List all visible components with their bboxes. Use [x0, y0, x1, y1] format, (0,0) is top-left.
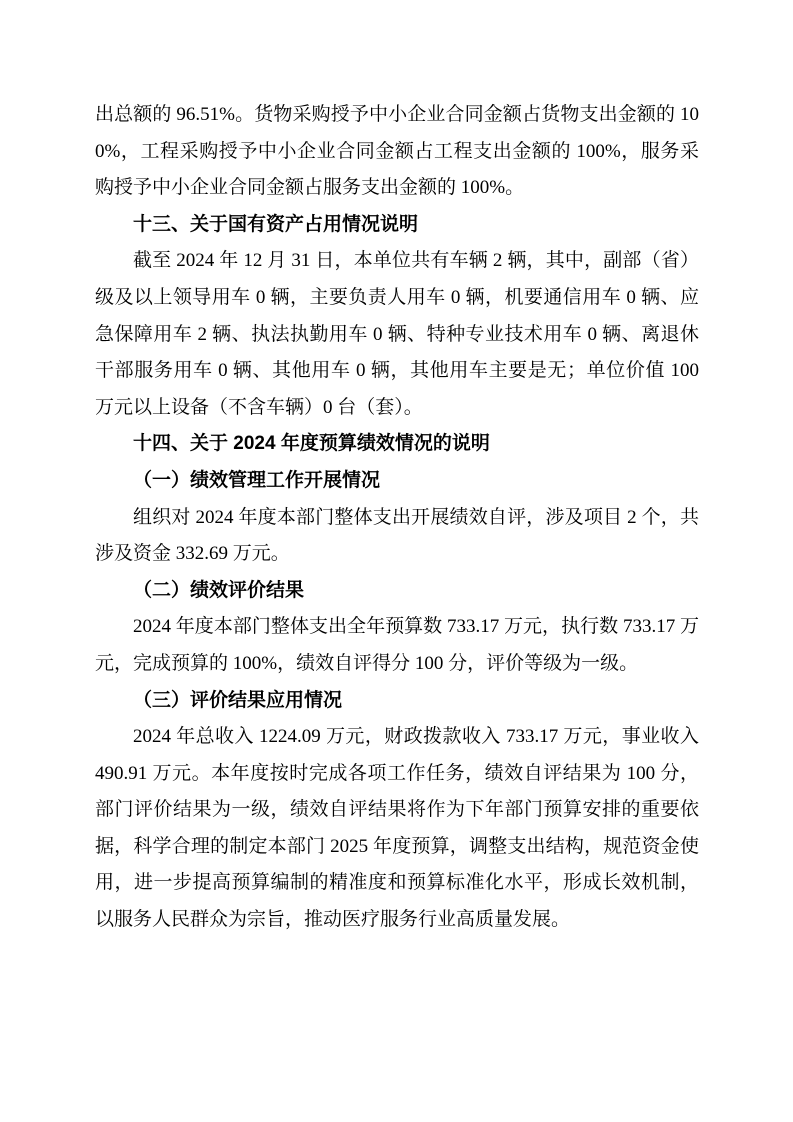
paragraph-performance-management: 组织对 2024 年度本部门整体支出开展绩效自评，涉及项目 2 个，共涉及资金 332.69 万元。 [95, 506, 699, 565]
paragraph-state-assets: 截至 2024 年 12 月 31 日，本单位共有车辆 2 辆，其中，副部（省）级及以上领导用车 0 辆，主要负责人用车 0 辆，机要通信用车 0 辆、应急保障用车 2 辆、执法执勤用车 0 辆、特种专业技术用车 0 辆、离退休干部服务用车 0 辆、其他用车 0 辆，其他用车主要是无；单位价值 100 万元以上设备（不含车辆）0 台（套）。 [95, 250, 699, 418]
section-14-heading: 十四、关于 2024 年度预算绩效情况的说明 [133, 433, 490, 455]
paragraph-evaluation-result-application: 2024 年总收入 1224.09 万元，财政拨款收入 733.17 万元，事业收入 490.91 万元。本年度按时完成各项工作任务，绩效自评结果为 100 分，部门评价结果为一级，绩效自评结果将作为下年部门预算安排的重要依据，科学合理的制定本部门 2025 年度预算，调整支出结构，规范资金使用，进一步提高预算编制的精准度和预算标准化水平，形成长效机制，以服务人民群众为宗旨，推动医疗服务行业高质量发展。 [95, 726, 699, 931]
paragraph-performance-evaluation-result: 2024 年度本部门整体支出全年预算数 733.17 万元，执行数 733.17 万元，完成预算的 100%，绩效自评得分 100 分，评价等级为一级。 [95, 616, 699, 674]
subsection-3-heading: （三）评价结果应用情况 [133, 689, 343, 711]
document-body [95, 97, 699, 939]
paragraph-procurement-continuation: 出总额的 96.51%。货物采购授予中小企业合同金额占货物支出金额的 100%，工程采购授予中小企业合同金额占工程支出金额的 100%，服务采购授予中小企业合同金额占服务支出金额的 100%。 [95, 104, 699, 199]
section-13-heading: 十三、关于国有资产占用情况说明 [133, 213, 419, 235]
subsection-1-heading: （一）绩效管理工作开展情况 [133, 469, 381, 491]
subsection-2-heading: （二）绩效评价结果 [133, 579, 305, 601]
